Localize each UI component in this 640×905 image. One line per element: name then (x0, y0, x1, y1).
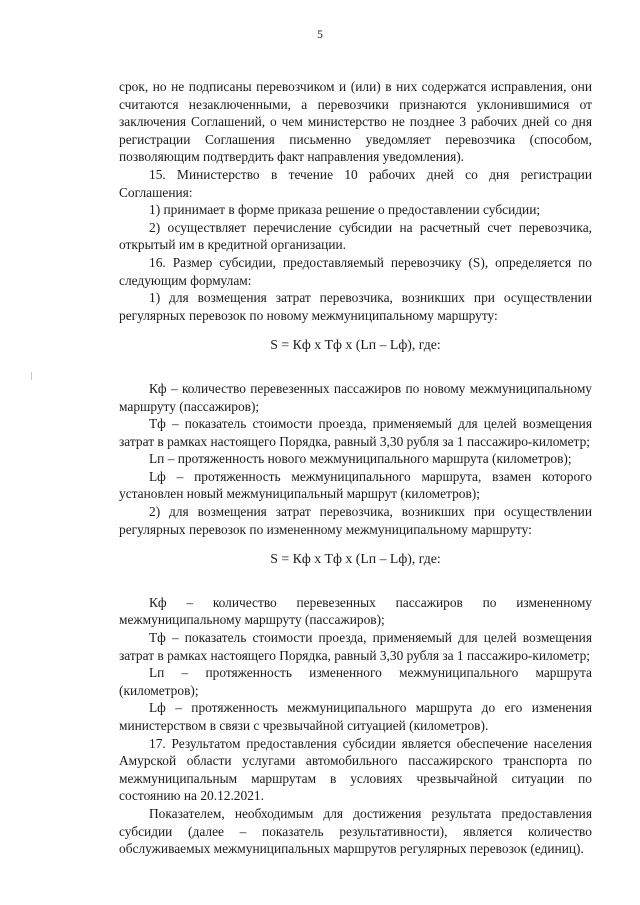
document-body (119, 78, 592, 858)
formula-2: S = Кф x Тф x (Lп – Lф), где: (270, 551, 441, 567)
definition-tf-1: Тф – показатель стоимости проезда, применяемый для целей возмещения затрат в рамках настоящего Порядка, равный 3,30 рубля за 1 пассажиро-километр; (119, 416, 592, 449)
margin-mark (31, 372, 32, 380)
paragraph-item-15-1: 1) принимает в форме приказа решение о предоставлении субсидии; (149, 202, 541, 218)
paragraph-indicator: Показателем, необходимым для достижения результата предоставления субсидии (далее – показатель результативности), является количество обслуживаемых межмуниципальных маршрутов регулярных перевозок (единиц). (119, 805, 592, 857)
definition-kf-1: Кф – количество перевезенных пассажиров по новому межмуниципальному маршруту (пассажиров); (119, 380, 592, 414)
definition-lf-1: Lф – протяженность межмуниципального маршрута, взамен которого установлен новый межмуниципальный маршрут (километров); (119, 468, 592, 502)
paragraph-item-16-2: 2) для возмещения затрат перевозчика, возникших при осуществлении регулярных перевозок по измененному межмуниципальному маршруту: (119, 504, 592, 537)
definition-tf-2: Тф – показатель стоимости проезда, применяемый для целей возмещения затрат в рамках настоящего Порядка, равный 3,30 рубля за 1 пассажиро-километр; (119, 630, 592, 663)
definition-lf-2: Lф – протяженность межмуниципального маршрута до его изменения министерством в связи с чрезвычайной ситуацией (километров). (119, 700, 592, 733)
paragraph-item-15: 15. Министерство в течение 10 рабочих дней со дня регистрации Соглашения: (119, 166, 592, 200)
definition-kf-2: Кф – количество перевезенных пассажиров по измененному межмуниципальному маршруту (пассажиров); (119, 594, 592, 628)
formula-1: S = Кф x Тф x (Lп – Lф), где: (270, 337, 441, 353)
definition-lp-1: Lп – протяженность нового межмуниципального маршрута (километров); (149, 451, 572, 467)
paragraph-item-16-1: 1) для возмещения затрат перевозчика, возникших при осуществлении регулярных перевозок по новому межмуниципальному маршруту: (119, 290, 592, 323)
paragraph-item-17: 17. Результатом предоставления субсидии является обеспечение населения Амурской области услугами автомобильного пассажирского транспорта по межмуниципальным маршрутам в условиях чрезвычайной ситуации по состоянию на 20.12.2021. (119, 735, 592, 804)
definition-lp-2: Lп – протяженность измененного межмуниципального маршрута (километров); (119, 665, 592, 698)
paragraph-item-15-2: 2) осуществляет перечисление субсидии на расчетный счет перевозчика, открытый им в кредитной организации. (119, 219, 592, 253)
paragraph-item-16: 16. Размер субсидии, предоставляемый перевозчику (S), определяется по следующим формулам: (119, 254, 592, 288)
page-number: 5 (317, 29, 323, 41)
paragraph-continuation: срок, но не подписаны перевозчиком и (или) в них содержатся исправления, они считаются незаключенными, а перевозчики признаются уклонившимися от заключения Соглашений, о чем министерство не позднее 3 рабочих дней со дня регистрации Соглашения письменно уведомляет перевозчика (способом, позволяющим подтвердить факт направления уведомления). (119, 79, 592, 165)
